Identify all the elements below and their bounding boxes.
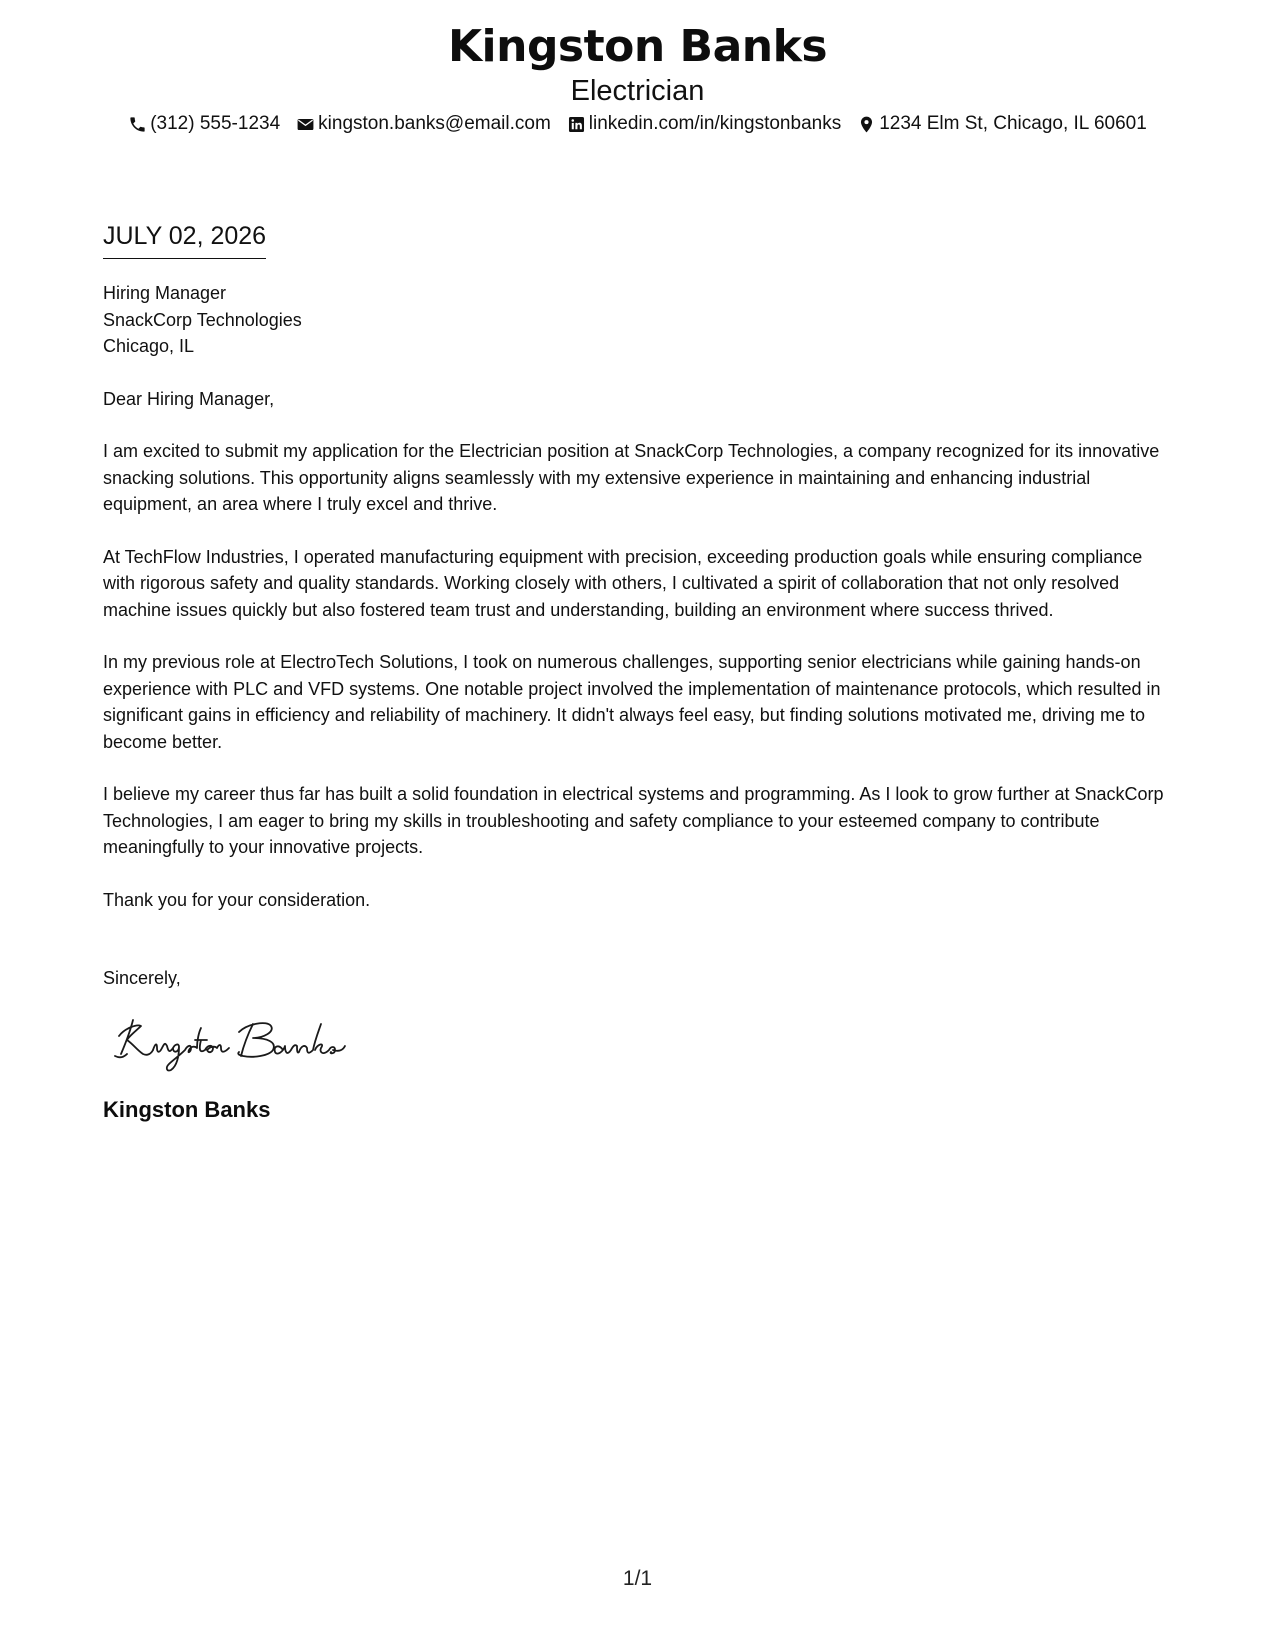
body-paragraph: I believe my career thus far has built a solid foundation in electrical systems and programming. As I look to grow further at SnackCorp Technologies, I am eager to bring my skills in troubleshooting and safety compliance to your esteemed company to contribute meaningfully to your innovative projects. bbox=[103, 784, 1164, 857]
body-paragraph: At TechFlow Industries, I operated manufacturing equipment with precision, exceeding production goals while ensuring compliance with rigorous safety and quality standards. Working closely with others, I cultivated a spirit of collaboration that not only resolved machine issues quickly but also fostered team trust and understanding, building an environment where success thrived. bbox=[103, 546, 1143, 620]
recipient-line: Hiring Manager bbox=[103, 283, 227, 303]
body-paragraph: In my previous role at ElectroTech Solutions, I took on numerous challenges, supporting senior electricians while gaining hands-on experience with PLC and VFD systems. One notable project involved the implementation of maintenance protocols, which resulted in significant gains in efficiency and reliability of machinery. It didn't always feel easy, but finding solutions motivated me, driving me to become better. bbox=[103, 652, 1161, 752]
email-text: kingston.banks@email.com bbox=[318, 113, 551, 134]
signature-drawing bbox=[107, 1010, 367, 1080]
linkedin-text: linkedin.com/in/kingstonbanks bbox=[588, 113, 842, 134]
applicant-title: Electrician bbox=[570, 75, 705, 107]
recipient-line: Chicago, IL bbox=[103, 336, 195, 356]
address-text: 1234 Elm St, Chicago, IL 60601 bbox=[879, 113, 1147, 134]
letter-body bbox=[103, 220, 1178, 1124]
applicant-name: Kingston Banks bbox=[447, 21, 828, 72]
letter-header bbox=[0, 20, 1275, 108]
contact-bar bbox=[0, 110, 1275, 138]
contact-linkedin bbox=[567, 110, 841, 138]
phone-text: (312) 555-1234 bbox=[150, 113, 281, 134]
recipient-line: SnackCorp Technologies bbox=[103, 309, 302, 330]
closing-line: Thank you for your consideration. bbox=[103, 889, 371, 910]
signoff: Sincerely, bbox=[103, 968, 181, 988]
page-number: 1/1 bbox=[622, 1567, 653, 1590]
envelope-icon bbox=[296, 115, 315, 134]
contact-address bbox=[857, 110, 1147, 138]
signed-name: Kingston Banks bbox=[103, 1096, 271, 1122]
salutation: Dear Hiring Manager, bbox=[103, 388, 275, 409]
recipient-block bbox=[103, 280, 1178, 360]
letter-date: JULY 02, 2026 bbox=[103, 220, 266, 259]
contact-phone bbox=[128, 110, 280, 138]
map-pin-icon bbox=[857, 115, 876, 134]
linkedin-icon bbox=[567, 115, 586, 134]
phone-icon bbox=[128, 115, 147, 134]
body-paragraph: I am excited to submit my application for the Electrician position at SnackCorp Technologies, a company recognized for its innovative snacking solutions. This opportunity aligns seamlessly with my extensive experience in maintaining and enhancing industrial equipment, an area where I truly excel and thrive. bbox=[103, 441, 1160, 514]
contact-email bbox=[296, 110, 551, 138]
handwritten-signature bbox=[107, 1010, 367, 1080]
